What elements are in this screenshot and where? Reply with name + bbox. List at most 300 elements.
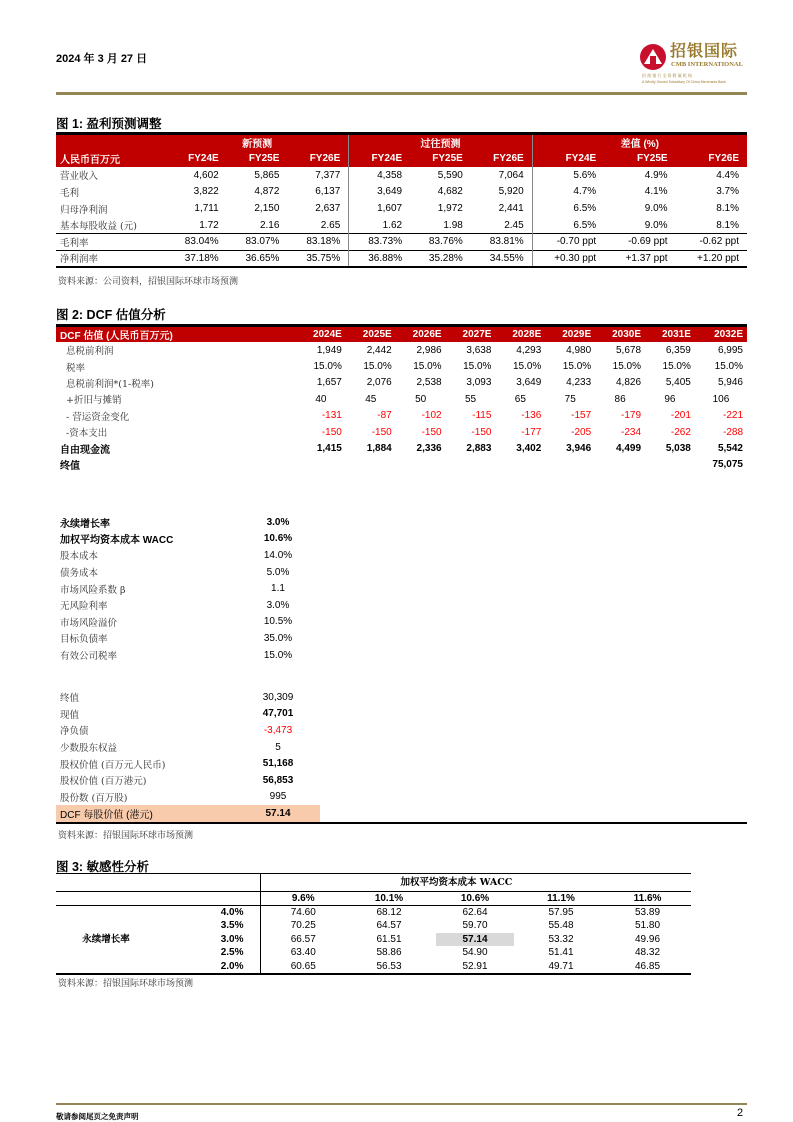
table-cell: -150	[471, 426, 492, 438]
report-date: 2024 年 3 月 27 日	[56, 53, 148, 65]
sensitivity-cell	[518, 933, 604, 947]
sensitivity-cell	[518, 919, 604, 933]
table-cell: -205	[571, 426, 592, 438]
sensitivity-cell	[260, 933, 346, 947]
header-rule	[56, 92, 747, 95]
sensitivity-cell	[346, 906, 432, 920]
sensitivity-row	[56, 960, 691, 974]
row-header: 人民币百万元	[56, 150, 166, 167]
table-row	[56, 391, 747, 407]
table-cell: 6.5%	[532, 200, 604, 217]
valuation-label: 现值	[60, 709, 80, 721]
fig2-col-header: 2030E	[595, 326, 645, 343]
fig2-bottom-rule	[56, 822, 747, 824]
table-cell: -0.62 ppt	[699, 236, 739, 248]
fig1-col-header: FY25E	[604, 150, 675, 167]
table-cell: 15.0%	[413, 361, 442, 373]
table-cell: 2,076	[366, 377, 392, 389]
table-cell: -221	[722, 410, 743, 422]
logo-tagline-en: A Wholly Owned Subsidiary Of China Merchants Bank	[642, 80, 727, 84]
fig1-col-header: FY24E	[532, 150, 604, 167]
table-cell: -0.70 ppt	[532, 234, 604, 251]
cell-value: 51.80	[635, 920, 661, 932]
sensitivity-cell	[604, 919, 691, 933]
sensitivity-cell	[346, 919, 432, 933]
cell-value: 74.60	[290, 907, 316, 918]
assumption-row	[56, 647, 320, 664]
fig1-col-header: FY26E	[676, 150, 747, 167]
valuation-label: 终值	[60, 693, 80, 705]
dcf-assumptions	[56, 514, 320, 663]
table-cell: -234	[621, 426, 642, 438]
fig2-col-header: 2032E	[695, 326, 747, 343]
cmbi-logo	[640, 42, 758, 90]
assumption-value: 1.1	[271, 583, 285, 595]
sensitivity-cell	[518, 960, 604, 974]
table-row	[56, 167, 747, 184]
table-cell: 36.88%	[349, 250, 410, 267]
wacc-col-header: 10.6%	[460, 893, 490, 904]
row-label: 毛利	[60, 187, 80, 199]
table-cell: 5,590	[437, 169, 463, 181]
sensitivity-cell	[260, 946, 346, 960]
sensitivity-row	[56, 906, 691, 920]
growth-group-cell	[56, 946, 156, 960]
assumption-label: 有效公司税率	[60, 651, 118, 663]
table-row	[56, 440, 747, 456]
table-cell: -136	[521, 410, 542, 422]
table-cell: 83.81%	[489, 236, 524, 248]
growth-value: 3.5%	[220, 920, 244, 932]
table-cell: 4,358	[349, 167, 410, 184]
fig3-title: 图 3: 敏感性分析	[56, 860, 150, 874]
table-cell: +0.30 ppt	[532, 250, 604, 267]
logo-tagline-cn: 招 商 银 行 全 资 附 属 机 构	[642, 73, 693, 78]
assumption-label: 永续增长率	[60, 518, 110, 530]
growth-group-cell	[56, 906, 156, 920]
valuation-row	[56, 755, 320, 772]
dcf-row-header: DCF 估值 (人民币百万元)	[56, 326, 296, 343]
sensitivity-cell	[604, 960, 691, 974]
dcf-valuation	[56, 689, 320, 822]
row-label: 税率	[66, 362, 86, 374]
assumption-label: 目标负债率	[60, 634, 108, 646]
table-cell: 1,949	[316, 344, 342, 356]
cell-value: 59.70	[462, 920, 488, 932]
assumption-label: 债务成本	[60, 568, 99, 580]
dcf-table	[56, 324, 747, 473]
table-row	[56, 217, 747, 234]
sensitivity-cell	[346, 946, 432, 960]
table-cell: 83.04%	[184, 236, 219, 248]
sensitivity-row	[56, 919, 691, 933]
growth-group-cell	[56, 933, 156, 947]
valuation-value: 30,309	[262, 691, 294, 703]
table-cell: 3,638	[466, 344, 492, 356]
valuation-row	[56, 689, 320, 706]
table-cell: -150	[321, 426, 342, 438]
table-cell: 4.1%	[644, 186, 668, 198]
table-cell: 5,678	[615, 344, 642, 356]
fig2-col-header: 2027E	[446, 326, 496, 343]
row-label: 自由现金流	[60, 445, 110, 457]
table-cell: 83.18%	[306, 236, 341, 248]
table-cell: 5,946	[717, 377, 743, 389]
growth-value: 3.0%	[220, 933, 244, 945]
table-cell: 9.0%	[644, 203, 668, 215]
sensitivity-cell	[260, 960, 346, 974]
cell-value: 52.91	[462, 960, 488, 972]
table-cell: 1,607	[349, 200, 410, 217]
valuation-label: 少数股东权益	[60, 743, 118, 755]
table-cell: -201	[670, 410, 691, 422]
table-cell: +1.37 ppt	[625, 252, 668, 264]
table-cell: 1.98	[443, 219, 463, 231]
table-cell: -115	[472, 410, 492, 422]
table-row	[56, 424, 747, 440]
table-cell: 15.0%	[714, 361, 743, 373]
growth-group-cell	[56, 960, 156, 974]
assumption-label: 市场风险溢价	[60, 617, 118, 629]
table-cell: 75	[564, 393, 576, 405]
fig1-col-header: FY26E	[287, 150, 348, 167]
terminal-value: 75,075	[712, 459, 743, 471]
cell-value: 48.32	[635, 947, 661, 959]
row-label: 基本每股收益 (元)	[60, 221, 137, 233]
valuation-label: 股份数 (百万股)	[60, 792, 128, 804]
page-number: 2	[737, 1107, 744, 1119]
row-label: 归母净利润	[60, 204, 108, 216]
valuation-label: 股权价值 (百万元人民币)	[60, 759, 166, 771]
fig2-title: 图 2: DCF 估值分析	[56, 308, 166, 322]
valuation-label: 净负债	[60, 726, 89, 738]
table-cell: 83.07%	[245, 236, 280, 248]
row-label: 净利润率	[60, 254, 99, 266]
cell-value: 58.86	[376, 947, 402, 959]
fig1-group-header-row	[56, 134, 747, 151]
table-cell: -157	[571, 410, 592, 422]
table-row	[56, 358, 747, 374]
cell-value: 55.48	[548, 920, 574, 932]
table-cell: 2.65	[320, 219, 341, 231]
cmb-logo-icon	[640, 44, 666, 70]
table-cell: 2.16	[259, 219, 280, 231]
valuation-value: 51,168	[262, 758, 294, 770]
table-cell: 45	[365, 393, 377, 405]
table-cell: 50	[415, 393, 427, 405]
table-cell: 4,499	[615, 443, 642, 455]
fig1-col-header: FY26E	[471, 150, 532, 167]
table-row	[56, 342, 747, 358]
group-header-diff: 差值 (%)	[532, 134, 747, 151]
assumption-row	[56, 564, 320, 581]
table-cell: 7,377	[315, 169, 341, 181]
table-cell: 4,872	[254, 186, 280, 198]
table-cell: 4,233	[566, 377, 592, 389]
fig2-col-header: 2024E	[296, 326, 346, 343]
cell-value: 63.40	[290, 947, 316, 959]
sensitivity-cell	[346, 933, 432, 947]
wacc-col-header: 11.6%	[633, 893, 662, 904]
valuation-value: 995	[269, 791, 287, 803]
logo-name-cn: 招银国际	[670, 41, 739, 60]
table-cell: 34.55%	[489, 252, 524, 264]
terminal-value-row	[56, 457, 747, 473]
table-cell: 1.72	[199, 219, 219, 231]
valuation-value: 57.14	[265, 807, 291, 819]
table-cell: 106	[712, 393, 730, 405]
sensitivity-cell	[604, 946, 691, 960]
sensitivity-cell	[432, 919, 518, 933]
table-cell: 65	[514, 393, 526, 405]
table-cell: 2,538	[416, 377, 442, 389]
assumption-label: 股本成本	[60, 551, 99, 563]
footer-rule	[56, 1103, 747, 1105]
table-cell: -131	[321, 410, 342, 422]
sensitivity-row	[56, 946, 691, 960]
fig2-col-header: 2029E	[545, 326, 595, 343]
cell-value: 62.64	[462, 907, 488, 918]
table-cell: 4.4%	[716, 169, 739, 181]
row-label: 息税前利润*(1-税率)	[66, 378, 154, 390]
sensitivity-cell	[432, 906, 518, 920]
sensitivity-cell	[432, 960, 518, 974]
assumption-value: 3.0%	[266, 516, 290, 528]
cell-value: 70.25	[290, 920, 316, 932]
cell-value: 49.71	[548, 960, 574, 972]
row-label: 营业收入	[60, 171, 99, 183]
table-cell: 5,542	[717, 443, 743, 455]
logo-name-en: CMB INTERNATIONAL	[671, 61, 743, 68]
table-cell: 3,649	[516, 377, 542, 389]
table-cell: 1.62	[349, 217, 410, 234]
table-cell: 35.75%	[306, 252, 341, 264]
table-cell: 37.18%	[184, 252, 219, 264]
table-cell: -150	[371, 426, 392, 438]
table-cell: 83.76%	[428, 236, 463, 248]
row-label: 毛利率	[60, 237, 89, 249]
fig1-column-header-row	[56, 150, 747, 167]
wacc-col-header: 9.6%	[260, 892, 346, 906]
table-cell: 9.0%	[644, 219, 668, 231]
row-label: +折旧与摊销	[66, 395, 122, 407]
assumption-value: 3.0%	[266, 599, 290, 611]
table-row	[56, 234, 747, 251]
table-cell: 4,602	[193, 169, 219, 181]
table-cell: 2,637	[315, 203, 341, 215]
table-cell: 4,682	[437, 186, 463, 198]
table-cell: 4,293	[516, 344, 542, 356]
fig1-source: 资料来源：公司资料，招银国际环球市场预测	[58, 277, 239, 287]
assumption-value: 35.0%	[263, 632, 293, 644]
sensitivity-cell	[518, 906, 604, 920]
wacc-group-label: 加权平均资本成本 WACC	[400, 877, 513, 888]
table-cell: 3,822	[193, 186, 219, 198]
base-case-cell	[432, 933, 518, 947]
table-cell: 1,711	[194, 203, 219, 215]
assumption-row	[56, 547, 320, 564]
table-cell: -179	[621, 410, 642, 422]
valuation-value: 47,701	[262, 708, 294, 720]
table-cell: 1,884	[366, 443, 392, 455]
table-cell: 5,920	[498, 186, 524, 198]
table-row	[56, 250, 747, 267]
table-cell: 8.1%	[716, 203, 739, 215]
fig2-col-header: 2028E	[495, 326, 545, 343]
table-cell: 2,336	[416, 443, 442, 455]
row-label: -资本支出	[66, 428, 108, 440]
sensitivity-row	[56, 933, 691, 947]
sensitivity-cell	[604, 906, 691, 920]
assumption-row	[56, 597, 320, 614]
cell-value: 51.41	[548, 947, 574, 959]
table-cell: 2,883	[466, 443, 492, 455]
table-cell: 2,986	[416, 344, 442, 356]
table-cell: 96	[664, 393, 676, 405]
table-row	[56, 375, 747, 391]
sensitivity-cell	[346, 960, 432, 974]
sensitivity-table	[56, 873, 691, 975]
table-cell: 83.73%	[349, 234, 410, 251]
fig2-source: 资料来源：招银国际环球市场预测	[58, 831, 194, 841]
table-cell: 3,946	[566, 443, 592, 455]
table-cell: 7,064	[498, 169, 524, 181]
table-cell: 15.0%	[363, 361, 392, 373]
cell-value: 53.32	[548, 933, 574, 945]
table-cell: 5,865	[254, 169, 280, 181]
terminal-label: 终值	[60, 461, 80, 473]
fig1-col-header: FY25E	[227, 150, 288, 167]
table-cell: 8.1%	[716, 219, 739, 231]
table-cell: 4.9%	[644, 169, 668, 181]
fig1-col-header: FY24E	[349, 150, 410, 167]
table-row	[56, 200, 747, 217]
valuation-value: 5	[275, 741, 281, 753]
assumption-row	[56, 630, 320, 647]
assumption-row	[56, 580, 320, 597]
table-cell: 5.6%	[532, 167, 604, 184]
wacc-col-header: 11.1%	[547, 893, 575, 904]
table-cell: 15.0%	[612, 361, 642, 373]
cell-value: 64.57	[376, 920, 402, 932]
fig1-title: 图 1: 盈利预测调整	[56, 117, 162, 131]
cell-value: 66.57	[290, 933, 316, 945]
cell-value: 68.12	[376, 907, 402, 918]
table-cell: -288	[722, 426, 743, 438]
fig2-col-header: 2031E	[645, 326, 695, 343]
table-cell: 15.0%	[463, 361, 492, 373]
growth-group-label: 永续增长率	[82, 933, 130, 945]
table-cell: 6,359	[665, 344, 691, 356]
table-row	[56, 408, 747, 424]
valuation-label: DCF 每股价值 (港元)	[60, 809, 153, 821]
table-cell: 15.0%	[313, 361, 342, 373]
cell-value: 57.95	[548, 907, 574, 918]
table-cell: 1,657	[316, 377, 342, 389]
assumption-label: 加权平均资本成本 WACC	[60, 535, 174, 547]
wacc-col-header: 10.1%	[374, 893, 404, 904]
valuation-label: 股权价值 (百万港元)	[60, 776, 147, 788]
sensitivity-cell	[260, 906, 346, 920]
table-cell: 86	[614, 393, 626, 405]
growth-value: 2.0%	[220, 960, 244, 972]
table-cell: 2,442	[366, 344, 392, 356]
table-cell: 3.7%	[716, 186, 739, 198]
table-cell: 35.28%	[428, 252, 463, 264]
table-cell: 4.7%	[532, 184, 604, 201]
table-cell: 40	[315, 393, 327, 405]
table-cell: 5,405	[665, 377, 691, 389]
cell-value: 60.65	[290, 960, 316, 972]
assumption-value: 15.0%	[263, 649, 293, 661]
table-cell: 15.0%	[562, 361, 592, 373]
sensitivity-cell	[604, 933, 691, 947]
assumption-value: 14.0%	[263, 549, 293, 561]
fig2-column-header-row	[56, 326, 747, 343]
valuation-row	[56, 739, 320, 756]
growth-value: 4.0%	[220, 907, 244, 918]
table-cell: 5,038	[665, 443, 691, 455]
valuation-value: -3,473	[263, 724, 293, 736]
sensitivity-cell	[518, 946, 604, 960]
cell-value: 61.51	[376, 933, 402, 945]
fig2-col-header: 2025E	[346, 326, 396, 343]
valuation-row	[56, 706, 320, 723]
growth-value: 2.5%	[220, 947, 244, 959]
assumption-label: 市场风险系数 β	[60, 584, 126, 596]
assumption-value: 5.0%	[266, 566, 290, 578]
table-row	[56, 184, 747, 201]
table-cell: 3,402	[516, 443, 542, 455]
assumption-row	[56, 531, 320, 548]
table-cell: +1.20 ppt	[697, 252, 739, 264]
cell-value: 46.85	[635, 960, 661, 972]
assumption-label: 无风险利率	[60, 601, 108, 613]
cell-value: 56.53	[376, 960, 402, 972]
assumption-row	[56, 614, 320, 631]
group-header-new: 新预测	[166, 134, 349, 151]
table-cell: -177	[521, 426, 542, 438]
table-cell: 55	[464, 393, 477, 405]
sensitivity-cell	[432, 946, 518, 960]
assumption-value: 10.6%	[263, 533, 293, 545]
table-cell: -150	[421, 426, 442, 438]
table-cell: 2.45	[504, 219, 524, 231]
table-cell: 6,995	[717, 344, 743, 356]
table-cell: 4,826	[615, 377, 642, 389]
table-cell: 6,137	[315, 186, 341, 198]
cell-value: 53.89	[635, 907, 661, 918]
table-cell: 1,972	[437, 203, 463, 215]
table-cell: -102	[421, 410, 442, 422]
table-cell: 15.0%	[662, 361, 691, 373]
cell-value: 49.96	[635, 933, 661, 945]
table-cell: 1,415	[316, 443, 342, 455]
table-cell: 3,649	[349, 184, 410, 201]
table-cell: -262	[670, 426, 691, 438]
table-cell: 2,150	[254, 203, 280, 215]
growth-group-cell	[56, 919, 156, 933]
cell-value: 57.14	[436, 933, 514, 946]
fig2-col-header: 2026E	[396, 326, 446, 343]
fig3-column-header-row	[56, 892, 691, 906]
fig3-group-header-row	[56, 874, 691, 892]
row-label: 息税前利润	[66, 346, 114, 358]
earnings-forecast-table	[56, 132, 747, 268]
valuation-row	[56, 722, 320, 739]
cell-value: 54.90	[462, 947, 488, 959]
row-label: - 营运资金变化	[66, 411, 130, 423]
